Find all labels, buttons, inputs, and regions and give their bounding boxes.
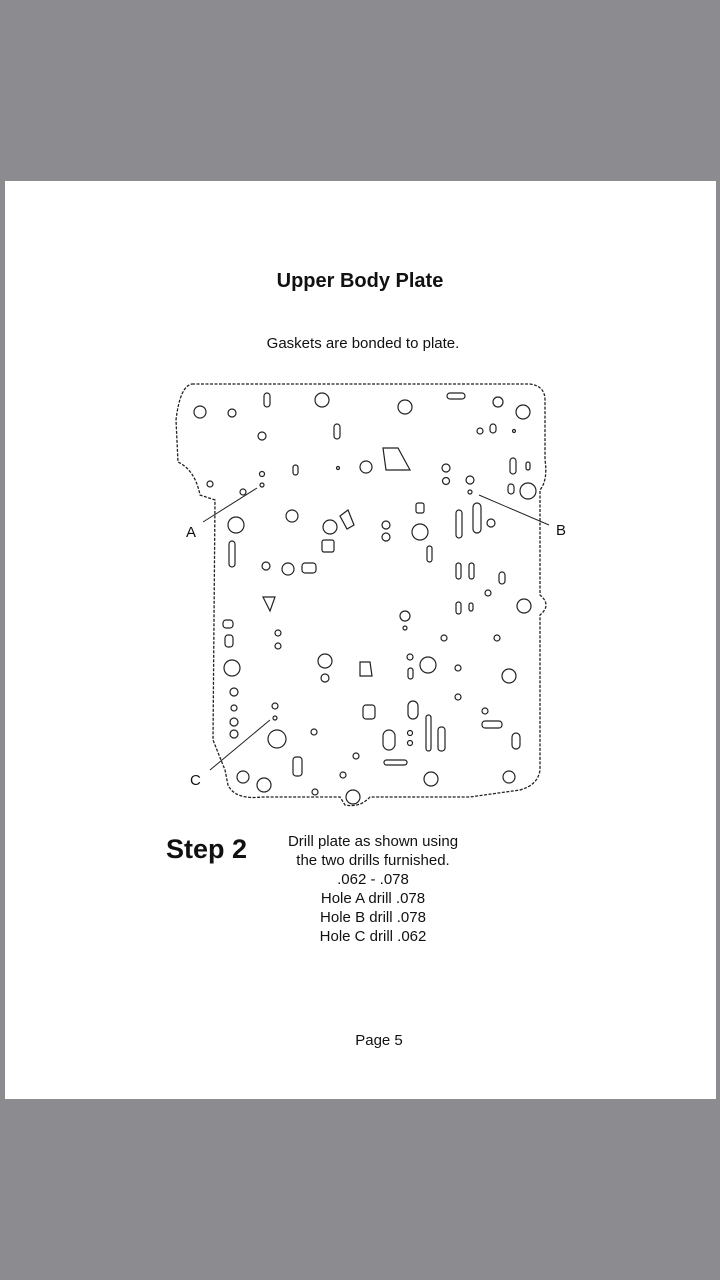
page-number: Page 5 [355, 1032, 403, 1049]
plate-slots [223, 393, 530, 776]
instruction-line: Hole C drill .062 [319, 928, 427, 945]
instruction-line: .062 - .078 [337, 871, 409, 888]
instruction-line: Drill plate as shown using [287, 833, 459, 850]
page-title: Upper Body Plate [276, 270, 444, 292]
drill-instructions [268, 832, 478, 946]
step-label: Step 2 [166, 834, 248, 864]
callout-label-b: B [556, 522, 567, 539]
instruction-line: the two drills furnished. [296, 852, 450, 869]
callout-label-c: C [190, 772, 201, 789]
plate-holes [194, 393, 536, 804]
page-subtitle: Gaskets are bonded to plate. [266, 335, 460, 352]
instruction-line: Hole A drill .078 [320, 890, 426, 907]
instruction-line: Hole B drill .078 [320, 909, 426, 926]
callout-label-a: A [186, 524, 197, 541]
